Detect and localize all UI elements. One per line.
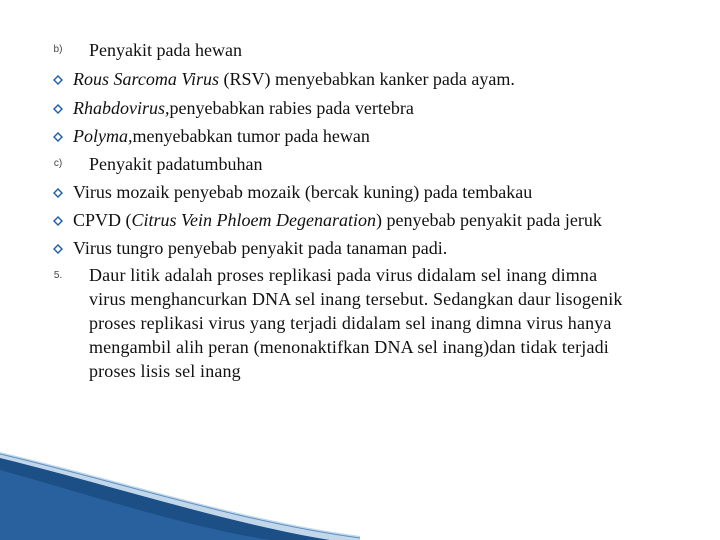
list-marker: c)	[53, 158, 63, 169]
diamond-bullet-icon	[51, 124, 65, 142]
list-text: Penyakit padatumbuhan	[89, 154, 263, 174]
list-text: Virus mozaik penyebab mozaik (bercak kuning) pada tembakau	[73, 182, 533, 202]
diamond-bullet-icon	[51, 208, 65, 226]
diamond-bullet-icon	[51, 236, 65, 254]
decorative-wave	[0, 440, 720, 540]
paragraph-line: mengambil alih peran (menonaktifkan DNA sel inang)dan tidak terjadi	[89, 337, 609, 357]
paragraph	[89, 263, 689, 383]
list-text: CPVD (Citrus Vein Phloem Degenaration) penyebab penyakit pada jeruk	[73, 210, 602, 230]
paragraph-line: proses replikasi virus yang terjadi didalam sel inang dimna virus hanya	[89, 313, 612, 333]
list-text: Rhabdovirus,penyebabkan rabies pada vertebra	[73, 98, 414, 118]
list-text: Penyakit pada hewan	[89, 40, 242, 60]
paragraph-line: proses lisis sel inang	[89, 361, 241, 381]
list-marker: b)	[53, 44, 63, 55]
list-text: Virus tungro penyebab penyakit pada tanaman padi.	[73, 238, 448, 258]
list-text: Polyma,menyebabkan tumor pada hewan	[73, 126, 370, 146]
diamond-bullet-icon	[51, 96, 65, 114]
paragraph-line: Daur litik adalah proses replikasi pada virus didalam sel inang dimna	[89, 265, 598, 285]
list-marker: 5.	[53, 270, 63, 281]
diamond-bullet-icon	[51, 180, 65, 198]
paragraph-line: virus menghancurkan DNA sel inang tersebut. Sedangkan daur lisogenik	[89, 289, 623, 309]
list-text: Rous Sarcoma Virus (RSV) menyebabkan kanker pada ayam.	[73, 69, 515, 89]
diamond-bullet-icon	[51, 67, 65, 85]
